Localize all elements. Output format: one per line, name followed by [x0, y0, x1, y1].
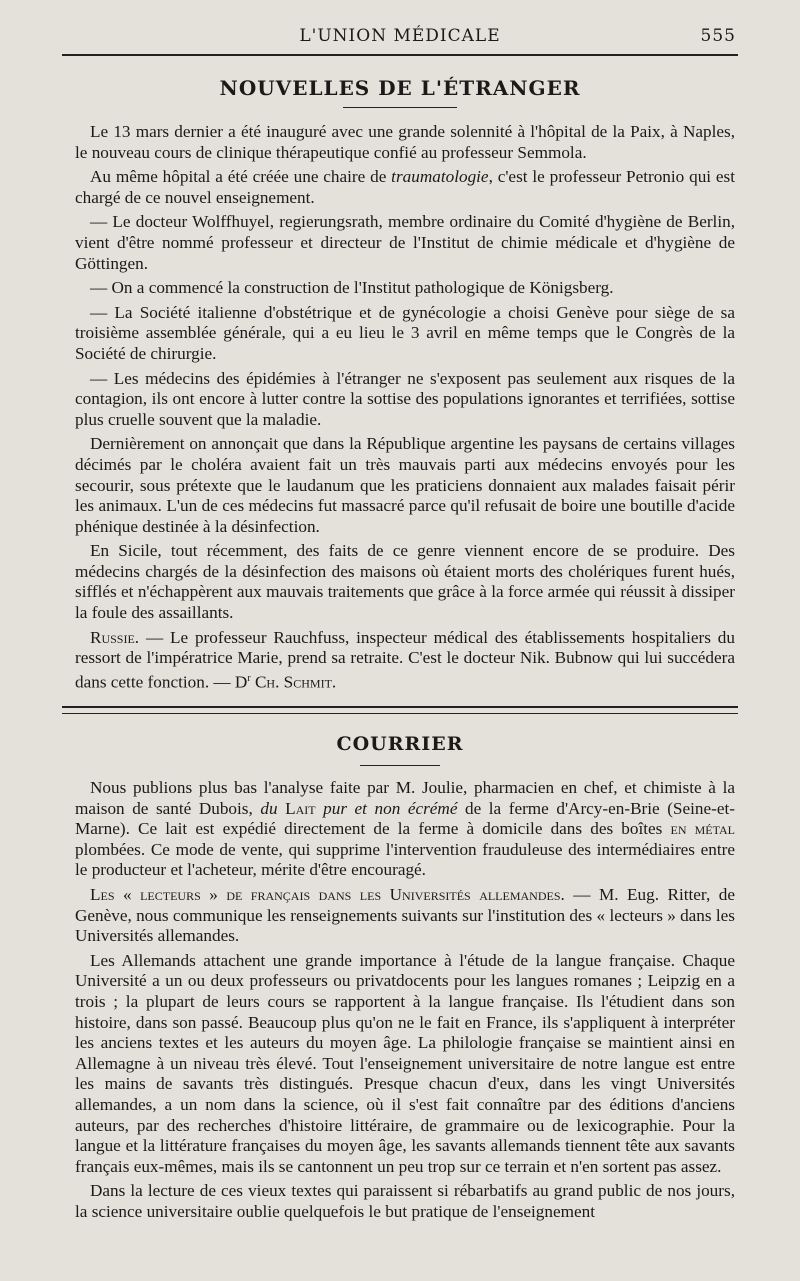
italic-term: pur et non écrémé [323, 798, 458, 818]
text-run: plombées. Ce mode de vente, qui supprime l'intervention frauduleuse des intermédiaires entre le producteur et l'acheteur, mérite d'être encouragé. [75, 839, 735, 880]
paragraph: — Le docteur Wolffhuyel, regierungsrath, membre ordinaire du Comité d'hygiène de Berlin, vient d'être nommé professeur et directeur de l'Institut de chimie médicale et d'hygiène de Göttingen. [75, 212, 735, 273]
small-caps-term: en métal [670, 819, 735, 839]
section-title-courrier: COURRIER [336, 733, 464, 755]
paragraph: Le 13 mars dernier a été inauguré avec une grande solennité à l'hôpital de la Paix, à Naples, le nouveau cours de clinique thérapeutique confié au professeur Semmola. [75, 122, 735, 162]
paragraph: Dernièrement on annonçait que dans la République argentine les paysans de certains villages décimés par le choléra avaient fait un très mauvais parti aux médecins envoyés pour les secourir, sous prétexte que le laudanum que les praticiens donnaient aux malades faisait périr les animaux. L'un de ces médecins fut massacré parce qu'il refusait de boire une boutille d'acide phénique destinée à la désinfection. [75, 434, 735, 536]
paragraph: En Sicile, tout récemment, des faits de ce genre viennent encore de se produire. Des médecins chargés de la désinfection des maisons où étaient morts des cholériques furent hués, sifflés et n'échappèrent aux mauvais traitements que grâce à la force armée qui réussit à dissiper la foule des assaillants. [75, 541, 735, 623]
journal-title: L'UNION MÉDICALE [299, 26, 501, 46]
section-title-nouvelles: NOUVELLES DE L'ÉTRANGER [219, 76, 581, 100]
paragraph: — La Société italienne d'obstétrique et de gynécologie a choisi Genève pour siège de sa troisième assemblée générale, qui a eu lieu le 3 avril en même temps que le Congrès de la Société de chirurgie. [75, 302, 735, 363]
paragraph-russie [75, 628, 735, 694]
italic-term: traumatologie [391, 167, 489, 187]
text-run: — Le professeur Rauchfuss, inspecteur médical des établissements hospitaliers du ressort de l'impératrice Marie, prend sa retraite. C'est le docteur Nik. Bubnow qui lui succédera dans cette fonction. — D [75, 627, 735, 692]
italic-term: du [260, 798, 278, 818]
text-run: de la ferme d'Arcy-en-Brie (Seine-et-Marne). Ce lait est expédié directement de la ferme à domicile dans des boîtes [75, 798, 735, 839]
title-underline [343, 107, 457, 108]
header-rule [62, 54, 738, 56]
country-label: Russie. [90, 627, 140, 647]
paragraph: Dans la lecture de ces vieux textes qui paraissent si rébarbatifs au grand public de nos jours, la science universitaire oublie quelquefois le but pratique de l'enseignement [75, 1181, 735, 1221]
paragraph [75, 167, 735, 208]
section-courrier-body [75, 778, 735, 1226]
paragraph: Les Allemands attachent une grande importance à l'étude de la langue française. Chaque Université a un ou deux professeurs ou privatdocents pour les langues romanes ; Leipzig en a trois ; la plupart de leurs cours se rapportent à la langue française. Ils l'étudient dans son histoire, dans son passé. Beaucoup plus qu'on ne le fait en France, ils s'appliquent à interpréter les anciens textes et les auteurs du moyen âge. La philologie française se maintient ainsi en Allemagne à un niveau très élevé. Tout l'enseignement universitaire de notre langue est entre les mains de savants très distingués. Presque chacun d'eux, dans les vingt Universités allemandes, a un nom dans la science, où il s'est fait connaître par des éditions d'anciens auteurs, par des recherches d'histoire littéraire, de grammaire ou de lexicographie. Pour la langue et la littérature françaises du moyen âge, les savants allemands tiennent tête aux savants français eux-mêmes, mais ils se cantonnent un peu trop sur ce terrain et n'en sortent pas assez. [75, 950, 735, 1176]
text-run: — M. Eug. Ritter, de Genève, nous communique les renseignements suivants sur l'institution des « lecteurs » dans les Universités allemandes. [75, 884, 735, 946]
paragraph [75, 778, 735, 881]
text-run: Au même hôpital a été créée une chaire de [90, 167, 392, 187]
text-run: Nous publions plus bas l'analyse faite par M. Joulie, pharmacien en chef, et chimiste à la maison de santé Dubois, [75, 778, 735, 818]
title-underline [360, 765, 440, 766]
page-number: 555 [700, 26, 736, 46]
text-run: , c'est le professeur Petronio qui est chargé de ce nouvel enseignement. [75, 167, 735, 207]
product-name: Lait [277, 798, 324, 818]
paragraph: — Les médecins des épidémies à l'étranger ne s'exposent pas seulement aux risques de la contagion, ils ont encore à lutter contre la sottise des populations ignorantes et terrifiées, sottise plus cruelle souvent que la maladie. [75, 368, 735, 429]
running-head [62, 22, 738, 48]
section-nouvelles-body [75, 122, 735, 697]
paragraph [75, 885, 735, 947]
author-signature: Ch. Schmit. [250, 672, 337, 692]
superscript: r [247, 672, 251, 684]
section-divider [62, 706, 738, 714]
paragraph: — On a commencé la construction de l'Institut pathologique de Königsberg. [90, 278, 614, 298]
subsection-heading: Les « lecteurs » de français dans les Universités allemandes. [90, 884, 565, 904]
